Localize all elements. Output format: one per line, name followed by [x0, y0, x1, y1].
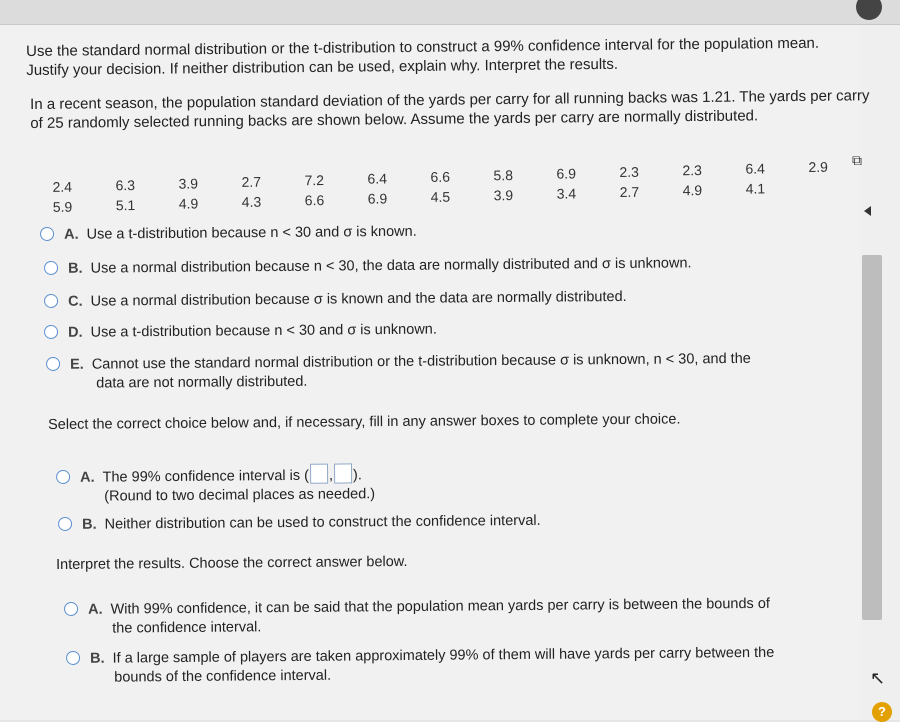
radio-button[interactable]: [44, 261, 58, 275]
copy-icon[interactable]: ⧉: [852, 152, 862, 168]
radio-button[interactable]: [56, 470, 70, 484]
lower-bound-input[interactable]: [310, 464, 328, 484]
choice-distribution-d[interactable]: D. Use a t-distribution because n < 30 and σ is unknown.: [44, 321, 437, 343]
choice-interval-a[interactable]: A. The 99% confidence interval is ( , ). (Round to two decimal places as needed.): [56, 463, 375, 507]
data-value: 6.6: [304, 192, 325, 209]
data-value: 3.9: [178, 175, 199, 192]
data-value: 4.9: [682, 182, 703, 199]
gear-icon[interactable]: [856, 0, 882, 20]
data-value: 2.7: [241, 173, 262, 190]
choice-distribution-c[interactable]: C. Use a normal distribution because σ is known and the data are normally distributed.: [44, 288, 627, 312]
data-value: 5.1: [115, 197, 136, 214]
data-table: [42, 149, 843, 217]
radio-button[interactable]: [58, 517, 72, 531]
data-value: 2.3: [682, 162, 702, 179]
radio-button[interactable]: [40, 227, 54, 241]
mouse-cursor-icon: ↖: [870, 668, 886, 688]
data-value: 6.6: [430, 168, 451, 185]
top-bar: [0, 0, 900, 25]
radio-button[interactable]: [46, 357, 60, 371]
part2-prompt: Select the correct choice below and, if necessary, fill in any answer boxes to complete your choice.: [48, 411, 681, 433]
data-value: 4.9: [178, 195, 199, 212]
radio-button[interactable]: [44, 325, 58, 339]
radio-button[interactable]: [64, 602, 78, 616]
data-value: 6.9: [556, 165, 577, 182]
choice-distribution-a[interactable]: A. Use a t-distribution because n < 30 and σ is known.: [40, 223, 417, 245]
data-value: 6.3: [115, 177, 136, 194]
choice-interpret-b[interactable]: B. If a large sample of players are taken approximately 99% of them will have yards per carry between the bounds of the confidence interval.: [66, 643, 846, 688]
choice-distribution-b[interactable]: B. Use a normal distribution because n < 30, the data are normally distributed and σ is unknown.: [44, 254, 692, 279]
data-value: 7.2: [304, 172, 325, 189]
scrollbar[interactable]: [862, 255, 882, 620]
data-value: 2.9: [808, 158, 828, 175]
question-scenario: In a recent season, the population standard deviation of the yards per carry for all running backs was 1.21. The yards per carry of 25 randomly selected running backs are shown below. Assume the yards per carry are normally distributed.: [30, 87, 870, 132]
choice-interpret-a[interactable]: A. With 99% confidence, it can be said that the population mean yards per carry is between the bounds of the confidence interval.: [64, 594, 844, 639]
choice-distribution-e[interactable]: E. Cannot use the standard normal distribution or the t-distribution because σ is unknown, n < 30, and the data are not normally distributed.: [46, 349, 826, 394]
data-value: 3.4: [556, 185, 577, 202]
data-value: 5.9: [52, 198, 73, 215]
radio-button[interactable]: [66, 651, 80, 665]
part3-prompt: Interpret the results. Choose the correct answer below.: [56, 553, 408, 573]
data-value: 3.9: [493, 187, 514, 204]
data-value: 5.8: [493, 167, 514, 184]
collapse-arrow-icon[interactable]: [864, 206, 871, 216]
question-intro: Use the standard normal distribution or the t-distribution to construct a 99% confidence interval for the population mean. Justify your decision. If neither distribution can be used, explain why. Interpret the results.: [26, 34, 820, 79]
data-value: 6.4: [367, 170, 388, 187]
data-value: 6.4: [745, 160, 765, 177]
data-value: 2.3: [619, 163, 640, 180]
data-value: 6.9: [367, 190, 388, 207]
rounding-note: (Round to two decimal places as needed.): [104, 486, 376, 505]
data-value: 2.7: [619, 183, 640, 200]
help-icon[interactable]: ?: [872, 702, 892, 722]
upper-bound-input[interactable]: [334, 463, 352, 483]
choice-interval-b[interactable]: B. Neither distribution can be used to construct the confidence interval.: [58, 512, 541, 535]
data-value: 4.5: [430, 188, 451, 205]
data-value: 4.3: [241, 193, 262, 210]
data-value: 4.1: [745, 180, 766, 197]
data-value: 2.4: [52, 178, 73, 195]
radio-button[interactable]: [44, 294, 58, 308]
